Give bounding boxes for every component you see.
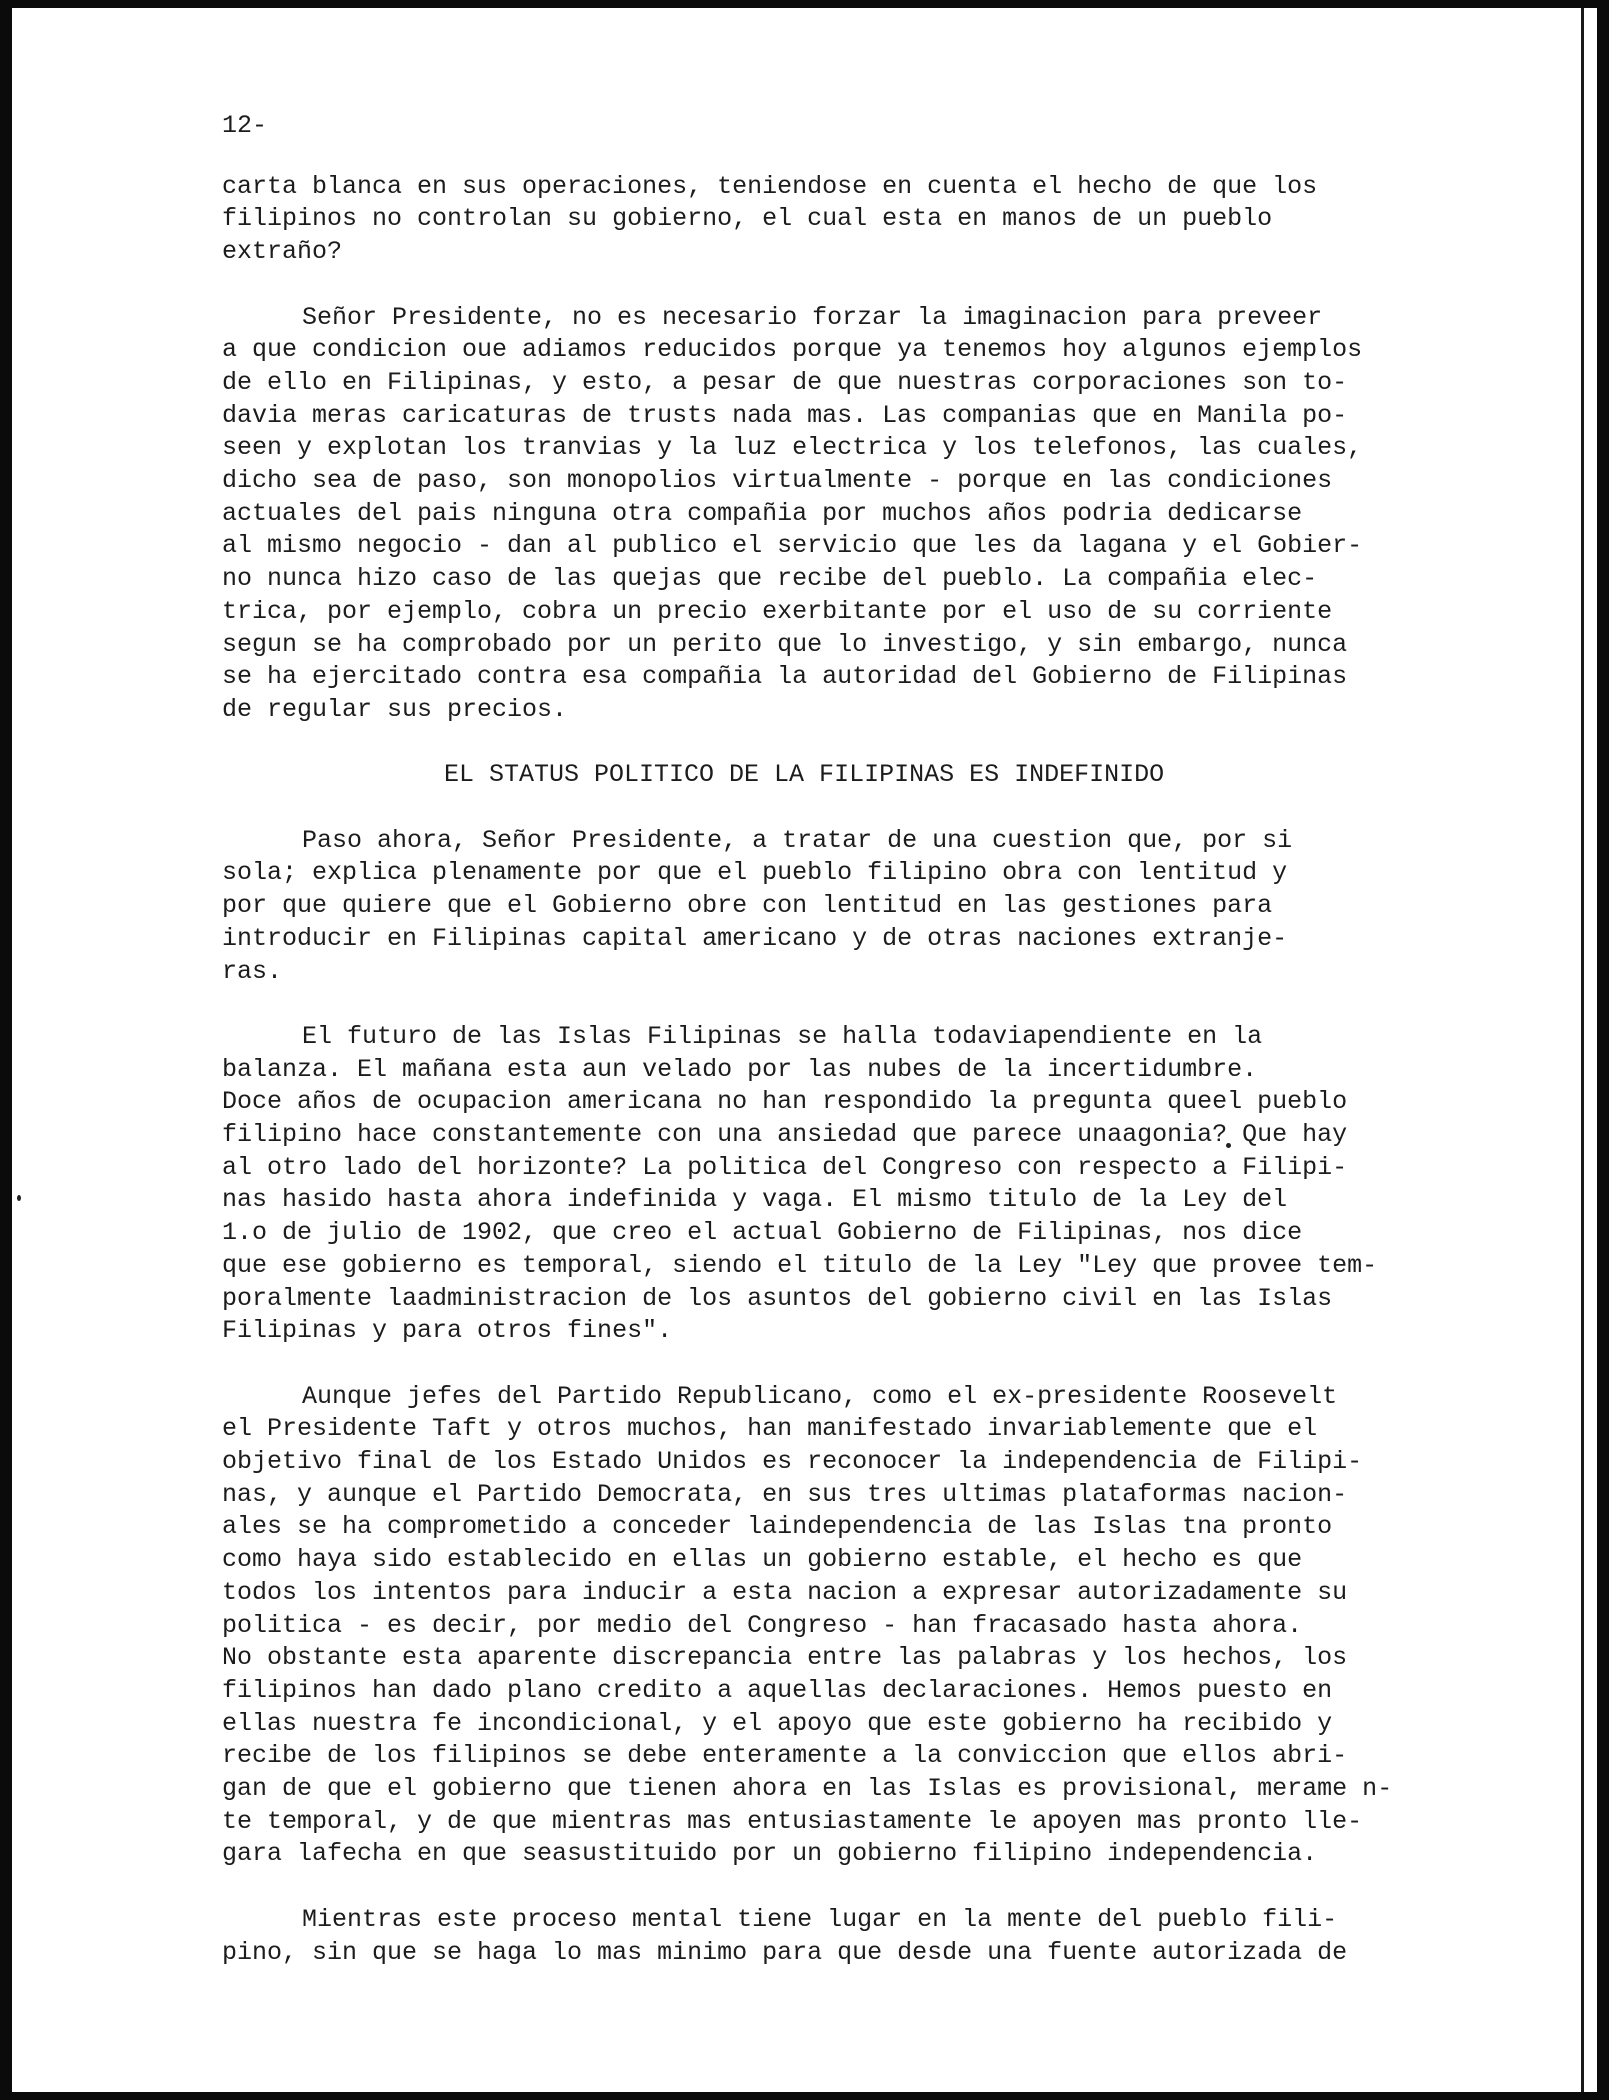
scan-border-left bbox=[0, 0, 12, 2100]
page-number: 12- bbox=[222, 111, 268, 140]
stray-speck bbox=[17, 1195, 21, 1201]
paragraph: Señor Presidente, no es necesario forzar la imaginacion para preveer a que condicion oue adiamos reducidos porque ya tenemos hoy algunos ejemplos de ello en Filipinas, y esto, a pesar de que nuestras corporaciones son to- davia meras caricaturas de trusts nada mas. Las companias que en Manila po- seen y explotan los tranvias y la luz electrica y los telefonos, las cuales, dicho sea de paso, son monopolios virtualmente - porque en las condiciones actuales del pais ninguna otra compañia por muchos años podria dedicarse al mismo negocio - dan al publico el servicio que les da lagana y el Gobier- no nunca hizo caso de las quejas que recibe del pueblo. La compañia elec- trica, por ejemplo, cobra un precio exerbitante por el uso de su corriente segun se ha comprobado por un perito que lo investigo, y sin embargo, nunca se ha ejercitado contra esa compañia la autoridad del Gobierno de Filipinas de regular sus precios. bbox=[222, 302, 1363, 724]
paragraph-continuation: carta blanca en sus operaciones, teniendose en cuenta el hecho de que los filipinos no controlan su gobierno, el cual esta en manos de un pueblo extraño? bbox=[222, 171, 1318, 267]
paragraph: Aunque jefes del Partido Republicano, como el ex-presidente Roosevelt el Presidente Taft y otros muchos, han manifestado invariablemente que el objetivo final de los Estado Unidos es reconocer la independencia de Filipi- nas, y aunque el Partido Democrata, en sus tres ultimas plataformas nacion- ales se ha comprometido a conceder laindependencia de las Islas tna pronto como haya sido establecido en ellas un gobierno estable, el hecho es que todos los intentos para inducir a esta nacion a expresar autorizadamente su politica - es decir, por medio del Congreso - han fracasado hasta ahora. No obstante esta aparente discrepancia entre las palabras y los hechos, los filipinos han dado plano credito a aquellas declaraciones. Hemos puesto en ellas nuestra fe incondicional, y el apoyo que este gobierno ha recibido y recibe de los filipinos se debe enteramente a la conviccion que ellos abri- gan de que el gobierno que tienen ahora en las Islas es provisional, merame n- te temporal, y de que mientras mas entusiastamente le apoyen mas pronto lle- gara lafecha en que seasustituido por un gobierno filipino independencia. bbox=[222, 1381, 1393, 1869]
paragraph: Paso ahora, Señor Presidente, a tratar de una cuestion que, por si sola; explica plenamente por que el pueblo filipino obra con lentitud y por que quiere que el Gobierno obre con lentitud en las gestiones para introducir en Filipinas capital americano y de otras naciones extranje- ras. bbox=[222, 825, 1293, 986]
scan-border-bottom bbox=[0, 2092, 1609, 2100]
paragraph: El futuro de las Islas Filipinas se halla todaviapendiente en la balanza. El mañana esta aun velado por las nubes de la incertidumbre. Doce años de ocupacion americana no han respondido la pregunta queel pueblo filipino hace constantemente con una ansiedad que parece unaagonia? Que hay al otro lado del horizonte? La politica del Congreso con respecto a Filipi- nas hasido hasta ahora indefinida y vaga. El mismo titulo de la Ley del 1.o de julio de 1902, que creo el actual Gobierno de Filipinas, nos dice que ese gobierno es temporal, siendo el titulo de la Ley "Ley que provee tem- poralmente laadministracion de los asuntos del gobierno civil en las Islas Filipinas y para otros fines". bbox=[222, 1021, 1378, 1346]
section-heading: EL STATUS POLITICO DE LA FILIPINAS ES INDEFINIDO bbox=[444, 760, 1165, 790]
scan-border-right bbox=[1597, 0, 1609, 2100]
paragraph: Mientras este proceso mental tiene lugar en la mente del pueblo fili- pino, sin que se haga lo mas minimo para que desde una fuente autorizada de bbox=[222, 1904, 1348, 1967]
typed-document bbox=[222, 110, 1462, 2002]
scan-border-inner-right bbox=[1581, 8, 1584, 2092]
scan-border-top bbox=[0, 0, 1609, 8]
